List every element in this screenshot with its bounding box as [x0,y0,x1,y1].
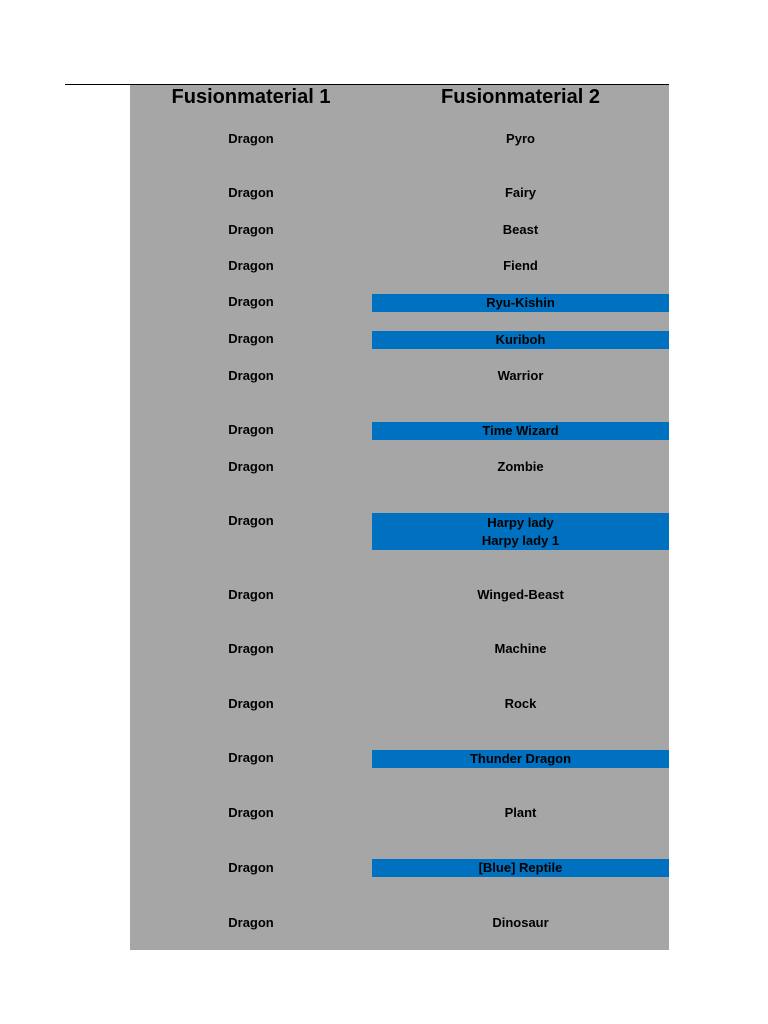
table-cell-material-2: Dinosaur [492,915,549,930]
table-cell-material-1: Dragon [228,513,274,528]
table-cell-material-2: Plant [504,805,537,820]
table-cell-material-2-highlighted: Thunder Dragon [372,750,669,768]
table-cell-material-2: Zombie [497,459,544,474]
table-cell-material-1: Dragon [228,258,274,273]
table-cell-material-1: Dragon [228,294,274,309]
table-cell-material-2-highlighted: [Blue] Reptile [372,859,669,877]
column-header-fusionmaterial-2: Fusionmaterial 2 [441,86,600,108]
table-cell-material-1: Dragon [228,185,274,200]
table-cell-material-2-highlighted: Ryu-Kishin [372,294,669,312]
table-cell-material-2-highlighted [372,513,669,550]
table-cell-material-1: Dragon [228,131,274,146]
table-cell-material-2: Machine [494,641,547,656]
table-cell-material-1: Dragon [228,459,274,474]
table-cell-material-1: Dragon [228,696,274,711]
table-cell-material-2: Rock [504,696,537,711]
table-cell-material-2-highlighted: Time Wizard [372,422,669,440]
table-cell-material-2: Beast [502,222,539,237]
table-cell-material-2: Warrior [497,368,544,383]
table-cell-material-1: Dragon [228,331,274,346]
cell-line: Harpy lady [487,514,554,530]
table-cell-material-1: Dragon [228,805,274,820]
table-cell-material-2: Winged-Beast [477,587,564,602]
table-cell-material-2: Pyro [506,131,535,146]
table-cell-material-1: Dragon [228,587,274,602]
table-cell-material-1: Dragon [228,222,274,237]
table-cell-material-1: Dragon [228,368,274,383]
column-header-fusionmaterial-1: Fusionmaterial 1 [171,86,331,108]
table-cell-material-2: Fiend [503,258,538,273]
table-cell-material-1: Dragon [228,422,274,437]
table-cell-material-1: Dragon [228,915,274,930]
table-cell-material-2-highlighted: Kuriboh [372,331,669,349]
table-cell-material-2: Fairy [504,185,537,200]
table-cell-material-1: Dragon [228,641,274,656]
table-cell-material-1: Dragon [228,860,274,875]
cell-line: Harpy lady 1 [481,532,560,548]
table-cell-material-1: Dragon [228,750,274,765]
